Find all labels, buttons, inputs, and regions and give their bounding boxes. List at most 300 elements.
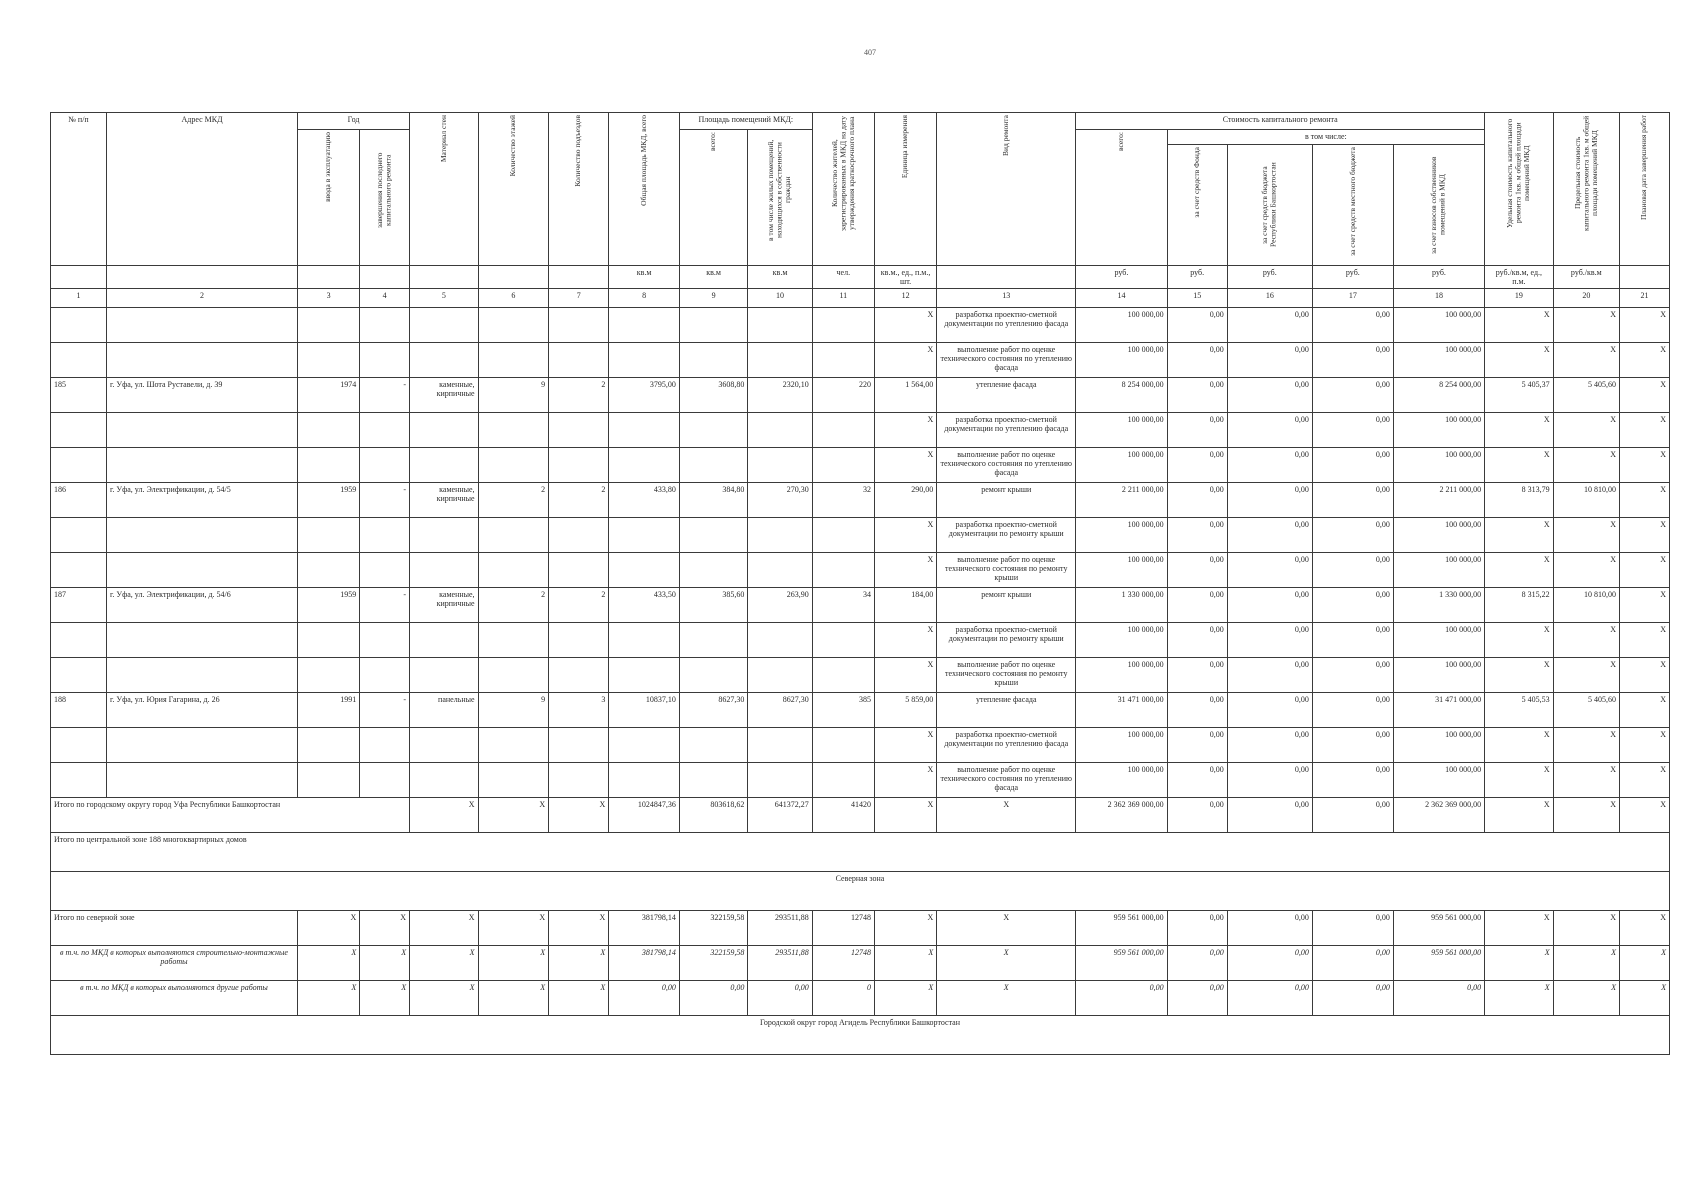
table-cell: 0,00	[1227, 981, 1312, 1016]
column-number-cell: 1	[51, 289, 107, 308]
table-cell: X	[874, 553, 936, 588]
table-cell: 0,00	[1227, 798, 1312, 833]
table-cell: X	[1553, 946, 1619, 981]
table-cell: 0,00	[1312, 658, 1393, 693]
column-number-cell: 5	[410, 289, 478, 308]
header-total-area-label: Общая площадь МКД, всего	[638, 115, 648, 206]
table-cell: X	[549, 946, 609, 981]
table-cell: 0,00	[1312, 946, 1393, 981]
table-cell: 0,00	[1312, 763, 1393, 798]
table-cell: 641372,27	[748, 798, 812, 833]
work-row	[51, 763, 1670, 798]
table-cell: 0,00	[1227, 343, 1312, 378]
north-zone-label: Северная зона	[51, 872, 1670, 911]
table-cell: 381798,14	[609, 946, 680, 981]
table-cell: -	[360, 588, 410, 623]
table-cell: 187	[51, 588, 107, 623]
work-row	[51, 343, 1670, 378]
table-cell	[51, 553, 107, 588]
header-cost-local	[1312, 145, 1393, 266]
table-cell: разработка проектно-сметной документации по утеплению фасада	[937, 413, 1076, 448]
table-cell: 803618,62	[679, 798, 747, 833]
table-cell: 0,00	[1393, 981, 1484, 1016]
table-cell: 10837,10	[609, 693, 680, 728]
table-cell: X	[1553, 343, 1619, 378]
work-row	[51, 448, 1670, 483]
table-cell	[107, 518, 298, 553]
table-cell: 385,60	[679, 588, 747, 623]
house-row	[51, 378, 1670, 413]
table-cell: 0,00	[1227, 448, 1312, 483]
table-cell	[478, 763, 549, 798]
table-cell	[51, 343, 107, 378]
table-cell	[609, 343, 680, 378]
table-cell	[107, 448, 298, 483]
table-cell	[51, 623, 107, 658]
table-cell	[549, 308, 609, 343]
column-number-cell: 15	[1167, 289, 1227, 308]
table-cell: 433,50	[609, 588, 680, 623]
table-cell	[478, 448, 549, 483]
table-cell: 100 000,00	[1076, 623, 1167, 658]
table-cell: г. Уфа, ул. Электрификации, д. 54/6	[107, 588, 298, 623]
header-year: Год	[297, 113, 409, 130]
header-entrances-label: Количество подъездов	[573, 115, 583, 187]
table-cell: 0,00	[1167, 946, 1227, 981]
table-cell	[478, 413, 549, 448]
unit-cell: кв.м	[679, 266, 747, 289]
table-cell	[812, 518, 874, 553]
table-cell: 0,00	[1227, 413, 1312, 448]
table-cell: X	[549, 981, 609, 1016]
work-row	[51, 728, 1670, 763]
table-cell: X	[478, 981, 549, 1016]
table-cell: X	[1485, 413, 1553, 448]
table-cell: 0,00	[748, 981, 812, 1016]
unit-cell: кв.м	[609, 266, 680, 289]
table-cell	[609, 728, 680, 763]
table-cell: X	[297, 981, 359, 1016]
table-cell: 0,00	[1167, 518, 1227, 553]
column-number-cell: 18	[1393, 289, 1484, 308]
table-cell: -	[360, 693, 410, 728]
table-cell: 100 000,00	[1076, 658, 1167, 693]
table-cell	[679, 448, 747, 483]
table-cell: X	[549, 911, 609, 946]
table-cell: X	[1553, 981, 1619, 1016]
table-cell: 34	[812, 588, 874, 623]
table-cell: X	[1485, 553, 1553, 588]
column-number-cell: 13	[937, 289, 1076, 308]
table-cell: 8 315,22	[1485, 588, 1553, 623]
header-limit-cost	[1553, 113, 1619, 266]
table-cell	[410, 518, 478, 553]
table-cell: г. Уфа, ул. Юрия Гагарина, д. 26	[107, 693, 298, 728]
table-cell: X	[874, 763, 936, 798]
table-cell: выполнение работ по оценке технического состояния по утеплению фасада	[937, 448, 1076, 483]
table-cell: X	[1485, 518, 1553, 553]
table-cell: X	[549, 798, 609, 833]
header-cost-total	[1076, 130, 1167, 266]
house-row	[51, 483, 1670, 518]
unit-cell: чел.	[812, 266, 874, 289]
header-entrances	[549, 113, 609, 266]
table-cell: X	[1620, 308, 1670, 343]
table-cell	[748, 728, 812, 763]
header-premises-total	[679, 130, 747, 266]
table-cell	[107, 763, 298, 798]
work-row	[51, 553, 1670, 588]
table-cell: 2	[478, 588, 549, 623]
table-cell: 0,00	[1227, 946, 1312, 981]
table-cell: X	[1553, 413, 1619, 448]
table-cell	[679, 413, 747, 448]
table-cell: 1 564,00	[874, 378, 936, 413]
table-cell: X	[874, 413, 936, 448]
table-cell: X	[874, 308, 936, 343]
table-cell: 0,00	[1167, 588, 1227, 623]
table-cell: 2	[549, 378, 609, 413]
table-cell	[549, 343, 609, 378]
table-cell: 1974	[297, 378, 359, 413]
table-cell	[609, 623, 680, 658]
table-cell: 381798,14	[609, 911, 680, 946]
north-total-row	[51, 946, 1670, 981]
page-number: 407	[864, 48, 876, 57]
table-cell	[360, 413, 410, 448]
table-cell: г. Уфа, ул. Шота Руставели, д. 39	[107, 378, 298, 413]
table-cell: X	[1485, 308, 1553, 343]
table-cell: 0,00	[1167, 308, 1227, 343]
table-cell: 0,00	[1167, 981, 1227, 1016]
table-cell: X	[1553, 553, 1619, 588]
unit-cell	[297, 266, 359, 289]
table-cell: 100 000,00	[1393, 728, 1484, 763]
table-cell: X	[1485, 448, 1553, 483]
table-cell: 0,00	[1167, 763, 1227, 798]
header-year-commission-label: ввода в эксплуатацию	[323, 132, 333, 202]
table-cell: 100 000,00	[1393, 658, 1484, 693]
table-cell: каменные, кирпичные	[410, 378, 478, 413]
agidel-row	[51, 1016, 1670, 1055]
table-cell	[410, 763, 478, 798]
table-cell: 185	[51, 378, 107, 413]
table-cell	[107, 413, 298, 448]
table-cell: X	[410, 981, 478, 1016]
table-cell	[297, 448, 359, 483]
table-cell: X	[1485, 798, 1553, 833]
column-number-cell: 2	[107, 289, 298, 308]
header-address: Адрес МКД	[107, 113, 298, 266]
table-cell: 1959	[297, 483, 359, 518]
table-cell: 3608,80	[679, 378, 747, 413]
table-cell: X	[874, 946, 936, 981]
table-cell: X	[874, 658, 936, 693]
table-cell	[748, 308, 812, 343]
unit-cell: руб.	[1167, 266, 1227, 289]
table-cell: 0,00	[1312, 343, 1393, 378]
header-premises-residential	[748, 130, 812, 266]
table-cell: 186	[51, 483, 107, 518]
table-cell	[679, 658, 747, 693]
table-cell	[410, 413, 478, 448]
table-cell	[748, 623, 812, 658]
unit-cell: руб./кв.м	[1553, 266, 1619, 289]
table-cell: X	[1620, 448, 1670, 483]
city-total-row	[51, 798, 1670, 833]
table-cell: 0,00	[1167, 413, 1227, 448]
column-number-cell: 9	[679, 289, 747, 308]
table-cell: каменные, кирпичные	[410, 483, 478, 518]
table-cell	[748, 518, 812, 553]
work-row	[51, 413, 1670, 448]
table-cell: X	[874, 343, 936, 378]
agidel-label: Городской округ город Агидель Республики Башкортостан	[51, 1016, 1670, 1055]
table-cell: 433,80	[609, 483, 680, 518]
table-cell: 10 810,00	[1553, 483, 1619, 518]
table-cell: X	[874, 798, 936, 833]
table-cell	[748, 553, 812, 588]
table-cell	[410, 343, 478, 378]
table-cell	[107, 308, 298, 343]
table-cell: каменные, кирпичные	[410, 588, 478, 623]
table-cell: 2	[549, 588, 609, 623]
table-cell	[748, 763, 812, 798]
table-cell	[812, 343, 874, 378]
table-cell: г. Уфа, ул. Электрификации, д. 54/5	[107, 483, 298, 518]
header-cost-owners-label: за счет взносов собственников помещений в МКД	[1429, 156, 1447, 254]
table-cell: 100 000,00	[1393, 308, 1484, 343]
header-total-area	[609, 113, 680, 266]
table-cell: 0,00	[1167, 378, 1227, 413]
table-cell	[51, 728, 107, 763]
table-cell	[410, 553, 478, 588]
column-number-cell: 7	[549, 289, 609, 308]
unit-cell: кв.м	[748, 266, 812, 289]
header-wall-material-label: Материал стен	[438, 115, 448, 163]
table-cell	[297, 343, 359, 378]
header-premises-residential-label: в том числе жилых помещений, находящихся в собственности граждан	[766, 139, 793, 241]
work-row	[51, 658, 1670, 693]
table-cell: 0,00	[1312, 623, 1393, 658]
table-cell: X	[1553, 763, 1619, 798]
header-floors-label: Количество этажей	[508, 115, 518, 177]
city-total-label: Итого по городскому округу город Уфа Республики Башкортостан	[51, 798, 410, 833]
north-total-row	[51, 981, 1670, 1016]
table-cell: X	[297, 911, 359, 946]
table-cell: 100 000,00	[1076, 518, 1167, 553]
table-cell: X	[478, 946, 549, 981]
header-cost-rb-label: за счет средств бюджета Республики Башкортостан	[1260, 162, 1278, 248]
table-cell	[549, 413, 609, 448]
table-cell: 188	[51, 693, 107, 728]
table-cell: 31 471 000,00	[1393, 693, 1484, 728]
table-cell: X	[1553, 798, 1619, 833]
table-cell: 1024847,36	[609, 798, 680, 833]
unit-cell	[360, 266, 410, 289]
table-cell: 384,80	[679, 483, 747, 518]
table-cell: 8627,30	[748, 693, 812, 728]
table-cell	[549, 553, 609, 588]
table-cell: 0,00	[1227, 308, 1312, 343]
table-cell	[297, 763, 359, 798]
header-num: № п/п	[51, 113, 107, 266]
table-cell: 220	[812, 378, 874, 413]
table-cell: 5 405,60	[1553, 693, 1619, 728]
table-cell: X	[410, 798, 478, 833]
column-number-cell: 17	[1312, 289, 1393, 308]
table-cell	[679, 343, 747, 378]
table-cell: 0,00	[1312, 448, 1393, 483]
table-cell: 0,00	[1312, 911, 1393, 946]
table-cell	[51, 658, 107, 693]
table-cell: 2 211 000,00	[1393, 483, 1484, 518]
table-cell	[609, 553, 680, 588]
table-cell	[812, 623, 874, 658]
table-cell	[609, 413, 680, 448]
table-cell: X	[360, 946, 410, 981]
table-cell: 100 000,00	[1393, 343, 1484, 378]
table-cell: 0,00	[1227, 518, 1312, 553]
table-cell: X	[1485, 946, 1553, 981]
header-plan-date	[1620, 113, 1670, 266]
table-cell: выполнение работ по оценке технического состояния по утеплению фасада	[937, 763, 1076, 798]
table-cell	[51, 413, 107, 448]
table-cell: 32	[812, 483, 874, 518]
table-cell: X	[1485, 343, 1553, 378]
unit-cell	[549, 266, 609, 289]
column-number-cell: 8	[609, 289, 680, 308]
table-cell: X	[1485, 981, 1553, 1016]
unit-cell: кв.м., ед., п.м., шт.	[874, 266, 936, 289]
table-cell: X	[874, 448, 936, 483]
table-cell: панельные	[410, 693, 478, 728]
table-cell: 0,00	[1227, 728, 1312, 763]
column-number-cell: 3	[297, 289, 359, 308]
table-cell: 0,00	[1227, 911, 1312, 946]
header-cost-total-label: всего:	[1116, 132, 1126, 151]
column-number-cell: 4	[360, 289, 410, 308]
table-cell: ремонт крыши	[937, 483, 1076, 518]
table-cell	[51, 308, 107, 343]
table-cell	[679, 623, 747, 658]
header-unit	[874, 113, 936, 266]
table-cell	[812, 728, 874, 763]
table-cell: 293511,88	[748, 911, 812, 946]
table-cell	[297, 308, 359, 343]
table-cell: X	[1485, 658, 1553, 693]
table-cell: X	[1620, 693, 1670, 728]
work-row	[51, 623, 1670, 658]
table-cell	[297, 658, 359, 693]
table-cell: 1 330 000,00	[1393, 588, 1484, 623]
table-cell: 5 405,53	[1485, 693, 1553, 728]
table-cell: X	[1620, 623, 1670, 658]
table-cell	[812, 553, 874, 588]
header-cost: Стоимость капитального ремонта	[1076, 113, 1485, 130]
table-cell	[679, 518, 747, 553]
work-row	[51, 518, 1670, 553]
north-zone-row	[51, 872, 1670, 911]
table-cell	[609, 763, 680, 798]
table-cell	[609, 308, 680, 343]
table-cell: X	[1485, 763, 1553, 798]
header-cost-fund-label: за счет средств Фонда	[1191, 147, 1201, 218]
table-cell: 322159,58	[679, 946, 747, 981]
table-cell: 9	[478, 693, 549, 728]
column-number-cell: 10	[748, 289, 812, 308]
unit-cell: руб.	[1393, 266, 1484, 289]
house-row	[51, 588, 1670, 623]
table-cell: X	[1620, 728, 1670, 763]
table-cell	[609, 518, 680, 553]
table-cell: 100 000,00	[1076, 763, 1167, 798]
table-cell: 0,00	[679, 981, 747, 1016]
table-cell	[478, 343, 549, 378]
table-cell: X	[1485, 728, 1553, 763]
table-cell: X	[874, 981, 936, 1016]
unit-cell: руб./кв.м, ед., п.м.	[1485, 266, 1553, 289]
table-cell	[812, 413, 874, 448]
column-number-cell: 21	[1620, 289, 1670, 308]
table-cell: X	[478, 798, 549, 833]
table-cell: 0,00	[1167, 343, 1227, 378]
table-cell: 385	[812, 693, 874, 728]
table-cell: X	[937, 798, 1076, 833]
column-number-cell: 20	[1553, 289, 1619, 308]
table-cell	[549, 448, 609, 483]
header-cost-fund	[1167, 145, 1227, 266]
table-cell: 0,00	[1167, 911, 1227, 946]
table-cell: X	[1620, 483, 1670, 518]
table-cell: 100 000,00	[1076, 553, 1167, 588]
table-cell: 8 254 000,00	[1393, 378, 1484, 413]
table-cell: 959 561 000,00	[1393, 911, 1484, 946]
table-cell	[549, 518, 609, 553]
table-cell	[812, 763, 874, 798]
table-cell: X	[1620, 343, 1670, 378]
header-cost-rb	[1227, 145, 1312, 266]
table-cell: X	[874, 728, 936, 763]
table-cell	[360, 553, 410, 588]
table-cell	[107, 623, 298, 658]
table-cell: 8627,30	[679, 693, 747, 728]
table-cell: X	[937, 946, 1076, 981]
unit-cell	[410, 266, 478, 289]
table-cell: 0,00	[1312, 413, 1393, 448]
table-cell: X	[1553, 911, 1619, 946]
column-number-cell: 12	[874, 289, 936, 308]
table-cell	[297, 728, 359, 763]
table-cell: X	[1620, 658, 1670, 693]
unit-cell	[1620, 266, 1670, 289]
header-repair-type	[937, 113, 1076, 266]
table-cell	[107, 728, 298, 763]
table-cell	[748, 343, 812, 378]
table-cell	[812, 448, 874, 483]
table-cell	[297, 553, 359, 588]
table-cell: 5 405,37	[1485, 378, 1553, 413]
table-cell	[410, 623, 478, 658]
table-cell	[679, 308, 747, 343]
table-cell: X	[1620, 946, 1670, 981]
unit-cell	[51, 266, 107, 289]
table-cell	[549, 728, 609, 763]
table-cell	[107, 553, 298, 588]
table-cell: 31 471 000,00	[1076, 693, 1167, 728]
table-cell	[549, 623, 609, 658]
table-cell	[748, 658, 812, 693]
